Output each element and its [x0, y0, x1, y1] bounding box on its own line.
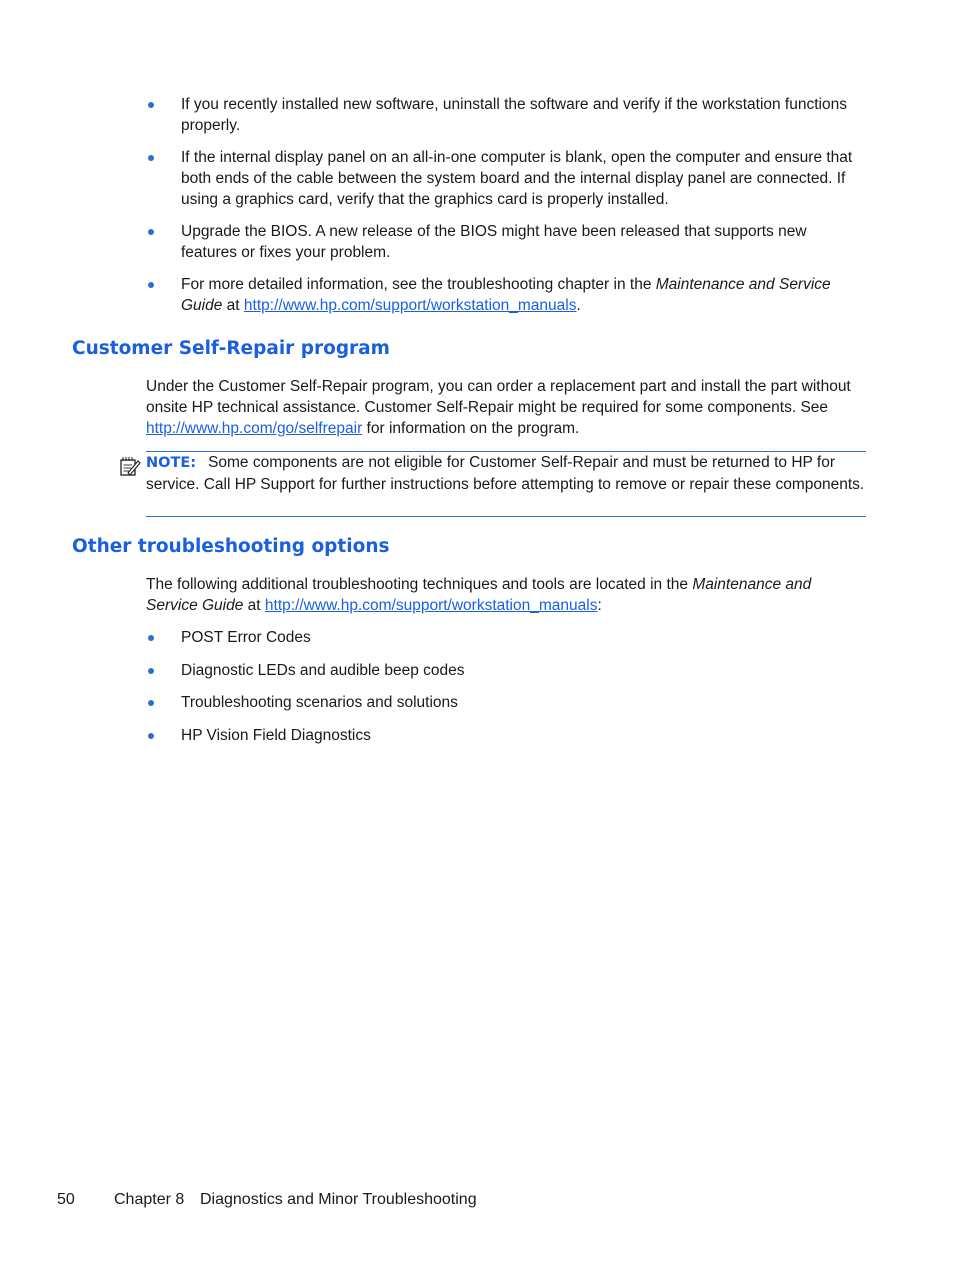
note-body	[146, 452, 868, 495]
list-item	[146, 221, 866, 263]
list-item-text: at	[222, 297, 244, 314]
bullet-icon	[148, 282, 154, 288]
chapter-title: Diagnostics and Minor Troubleshooting	[200, 1191, 477, 1208]
selfrepair-link[interactable]: http://www.hp.com/go/selfrepair	[146, 420, 363, 437]
list-item-text: If the internal display panel on an all-in-one computer is blank, open the computer and ensure that both ends of the cable between the system board and the internal display panel are connected. If using a graphics card, verify that the graphics card is properly installed.	[181, 149, 853, 208]
list-item-text: POST Error Codes	[181, 629, 311, 646]
list-item	[146, 660, 866, 681]
page-number: 50	[57, 1191, 75, 1208]
list-item-text: For more detailed information, see the troubleshooting chapter in the	[181, 276, 656, 293]
bullet-icon	[148, 155, 154, 161]
customer-self-repair-paragraph	[146, 376, 866, 439]
other-paragraph-text: The following additional troubleshooting techniques and tools are located in the	[146, 576, 693, 593]
list-item-text: .	[576, 297, 581, 314]
list-item-text: Diagnostic LEDs and audible beep codes	[181, 661, 465, 679]
note-text: Some components are not eligible for Customer Self-Repair and must be returned to HP for service. Call HP Support for further instructions before attempting to remove or repair these components.	[146, 454, 865, 493]
bullet-icon	[148, 635, 154, 641]
section-heading-customer-self-repair: Customer Self-Repair program	[72, 338, 390, 359]
list-item	[146, 692, 866, 713]
workstation-manuals-link[interactable]: http://www.hp.com/support/workstation_manuals	[243, 297, 577, 314]
other-paragraph-tail: :	[597, 597, 602, 614]
csr-paragraph-tail: for information on the program.	[362, 420, 580, 437]
guide-title: Maintenance and Service Guide	[146, 576, 812, 614]
other-options-list	[146, 627, 866, 757]
note-label: NOTE:	[146, 455, 197, 471]
list-item	[146, 94, 866, 136]
list-item-text: Upgrade the BIOS. A new release of the BIOS might have been released that supports new features or fixes your problem.	[181, 223, 807, 261]
note-icon	[119, 455, 141, 477]
bullet-icon	[148, 102, 154, 108]
bullet-icon	[148, 229, 154, 235]
list-item-text: Troubleshooting scenarios and solutions	[181, 694, 458, 711]
bullet-icon	[148, 733, 154, 739]
list-item-text: HP Vision Field Diagnostics	[181, 726, 371, 744]
chapter-label: Chapter 8	[114, 1191, 185, 1208]
bullet-icon	[148, 668, 154, 674]
section-heading-other-options: Other troubleshooting options	[72, 536, 390, 557]
other-paragraph-mid: at	[243, 597, 265, 614]
note-box	[146, 451, 866, 517]
list-item	[146, 147, 866, 210]
list-item	[146, 627, 866, 648]
csr-paragraph-text: Under the Customer Self-Repair program, you can order a replacement part and install the part without onsite HP technical assistance. Customer Self-Repair might be required for some components. See	[146, 378, 851, 416]
guide-title: Maintenance and Service Guide	[181, 276, 831, 314]
troubleshooting-tips-list	[146, 94, 866, 327]
page-footer	[57, 1189, 477, 1210]
list-item	[146, 274, 866, 316]
workstation-manuals-link[interactable]: http://www.hp.com/support/workstation_manuals	[264, 597, 598, 614]
list-item-text: If you recently installed new software, uninstall the software and verify if the workstation functions properly.	[181, 96, 847, 134]
bullet-icon	[148, 700, 154, 706]
list-item	[146, 725, 866, 746]
other-options-paragraph	[146, 574, 866, 616]
